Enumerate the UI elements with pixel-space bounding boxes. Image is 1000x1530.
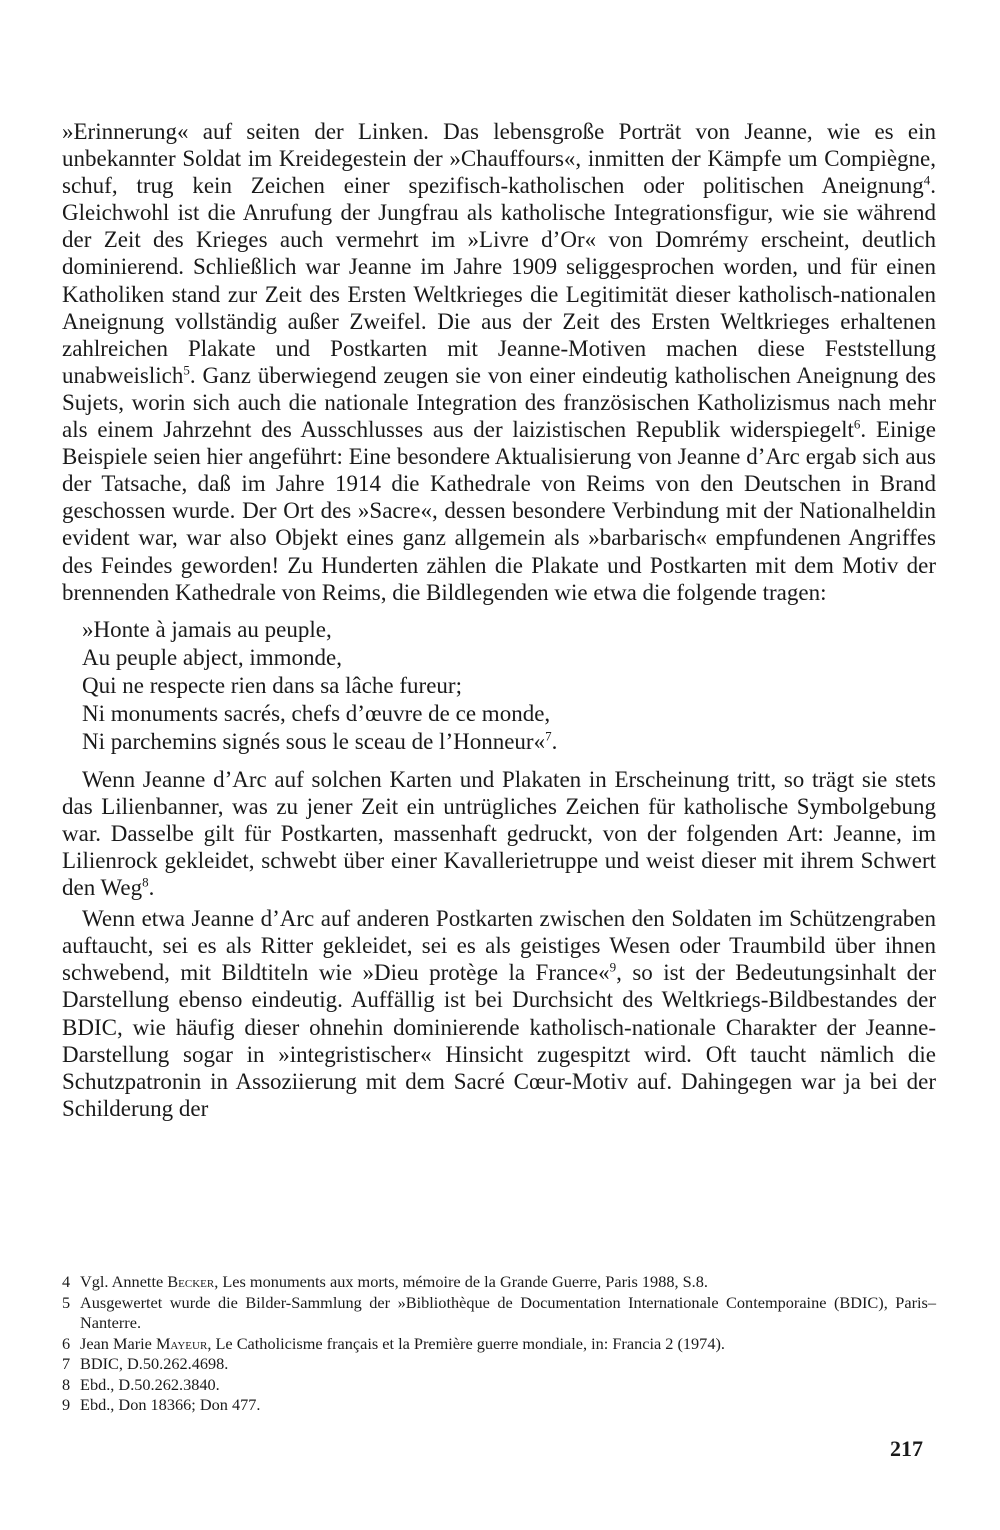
paragraph-2	[62, 766, 936, 901]
text-run: Jean Marie	[80, 1333, 156, 1353]
text-run: Ni parchemins signés sous le sceau de l’Honneur«	[82, 728, 546, 754]
footnote-text	[80, 1272, 936, 1293]
text-run: .	[551, 728, 558, 754]
footnote-5	[62, 1293, 936, 1334]
main-text	[62, 118, 936, 1122]
text-run: Wenn Jeanne d’Arc auf solchen Karten und Plakaten in Erscheinung tritt, so trägt sie stets das Lilienbanner, was zu jener Zeit ein untrügliches Zeichen für katholische Symbolgebung war. Dasselbe gilt für Postkarten, massenhaft gedruckt, von der folgenden Art: Jeanne, im Lilienrock gekleidet, schwebt über einer Kavallerietruppe und weist dieser mit ihrem Schwert den Weg	[62, 766, 936, 901]
verse-line-5	[82, 728, 936, 756]
author-name: Mayeur	[155, 1333, 208, 1353]
footnote-number: 9	[62, 1395, 71, 1414]
footnote-text: Ausgewertet wurde die Bilder-Sammlung der »Bibliothèque de Documentation Internationale Contemporaine (BDIC), Paris–Nanterre.	[80, 1292, 936, 1332]
text-run: , so ist der Bedeutungsinhalt der Darstellung ebenso eindeutig. Auffällig ist bei Durchsicht des Weltkriegs-Bildbestandes der BDIC, wie häufig dieser ohnehin dominierende katholisch-nationale Charakter der Jeanne-Darstellung sogar in »integristischer« Hinsicht zugespitzt wird. Oft taucht nämlich die Schutzpatronin in Assoziierung mit dem Sacré Cœur-Motiv auf. Dahingegen war ja bei der Schilderung der	[62, 960, 936, 1121]
text-run: . Ganz überwiegend zeugen sie von einer eindeutig katholischen Aneignung des Sujets, worin sich auch die nationale Integration des französischen Katholizismus nach mehr als einem Jahrzehnt des Ausschlusses aus der laizistischen Republik widerspiegelt	[62, 362, 936, 443]
paragraph-3	[62, 905, 936, 1122]
footnotes	[62, 1272, 936, 1416]
text-run: »Erinnerung« auf seiten der Linken. Das lebensgroße Porträt von Jeanne, wie es ein unbekannter Soldat im Kreidegestein der »Chauffours«, inmitten der Kämpfe um Compiègne, schuf, trug kein Zeichen einer spezifisch-katholischen oder politischen Aneignung	[62, 119, 936, 199]
text-run: Wenn etwa Jeanne d’Arc auf anderen Postkarten zwischen den Soldaten im Schützengraben auftaucht, sei es als Ritter gekleidet, sei es als geistiges Wesen oder Traumbild über ihnen schwebend, mit Bildtiteln wie »Dieu protège la France«	[62, 906, 936, 986]
footnote-7	[62, 1354, 936, 1375]
footnote-text	[80, 1334, 936, 1355]
paragraph-1	[62, 118, 936, 606]
footnote-number: 4	[62, 1272, 71, 1291]
footnote-9	[62, 1395, 936, 1416]
verse-quote	[82, 616, 936, 756]
footnote-ref[interactable]: 6	[853, 416, 861, 432]
verse-line-2: Au peuple abject, immonde,	[82, 644, 342, 670]
text-run: . Gleichwohl ist die Anrufung der Jungfrau als katholische Integrationsfigur, wie sie während der Zeit des Krieges auch vermehrt im »Livre d’Or« von Domrémy erscheint, deutlich dominierend. Schließlich war Jeanne im Jahre 1909 seliggesprochen worden, und für einen Katholiken stand zur Zeit des Ersten Weltkrieges die Legitimität dieser katholisch-nationalen Aneignung vollständig außer Zweifel. Die aus der Zeit des Ersten Weltkrieges erhaltenen zahlreichen Plakate und Postkarten mit Jeanne-Motiven machen diese Feststellung unabweislich	[62, 173, 936, 388]
text-run: . Einige Beispiele seien hier angeführt: Eine besondere Aktualisierung von Jeanne d’Arc ergab sich aus der Tatsache, daß im Jahre 1914 die Kathedrale von Reims von den Deutschen in Brand geschossen wurde. Der Ort des »Sacre«, dessen besondere Verbindung mit der Nationalheldin evident war, war also Objekt eines ganz allgemein als »barbarisch« empfundenen Angriffes des Feindes geworden! Zu Hunderten zählen die Plakate und Postkarten mit dem Motiv der brennenden Kathedrale von Reims, die Bildlegenden wie etwa die folgende tragen:	[62, 417, 936, 605]
footnote-8	[62, 1375, 936, 1396]
page-number: 217	[890, 1436, 923, 1461]
footnote-number: 6	[62, 1333, 71, 1353]
footnote-6	[62, 1334, 936, 1355]
footnote-ref[interactable]: 4	[923, 172, 931, 188]
footnote-text: Ebd., D.50.262.3840.	[80, 1374, 220, 1394]
verse-line-4: Ni monuments sacrés, chefs d’œuvre de ce monde,	[82, 700, 551, 726]
verse-line-1: »Honte à jamais au peuple,	[82, 616, 332, 642]
footnote-text: Ebd., Don 18366; Don 477.	[80, 1395, 261, 1414]
text-run: , Les monuments aux morts, mémoire de la Grande Guerre, Paris 1988, S.8.	[214, 1272, 708, 1291]
footnote-ref[interactable]: 5	[183, 362, 190, 378]
verse-line-3: Qui ne respecte rien dans sa lâche fureur;	[82, 672, 462, 698]
footnote-4	[62, 1272, 936, 1293]
text-run: , Le Catholicisme français et la Première guerre mondiale, in: Francia 2 (1974).	[207, 1333, 725, 1353]
footnote-ref[interactable]: 8	[142, 874, 149, 890]
footnote-text: BDIC, D.50.262.4698.	[80, 1354, 229, 1373]
text-run: .	[148, 875, 155, 901]
author-name: Becker	[167, 1272, 215, 1291]
footnote-number: 5	[62, 1292, 71, 1312]
text-run: Vgl. Annette	[80, 1272, 168, 1291]
footnote-number: 7	[62, 1354, 71, 1373]
footnote-number: 8	[62, 1374, 71, 1394]
footnote-ref[interactable]: 9	[609, 959, 617, 975]
footnote-ref[interactable]: 7	[545, 728, 552, 744]
